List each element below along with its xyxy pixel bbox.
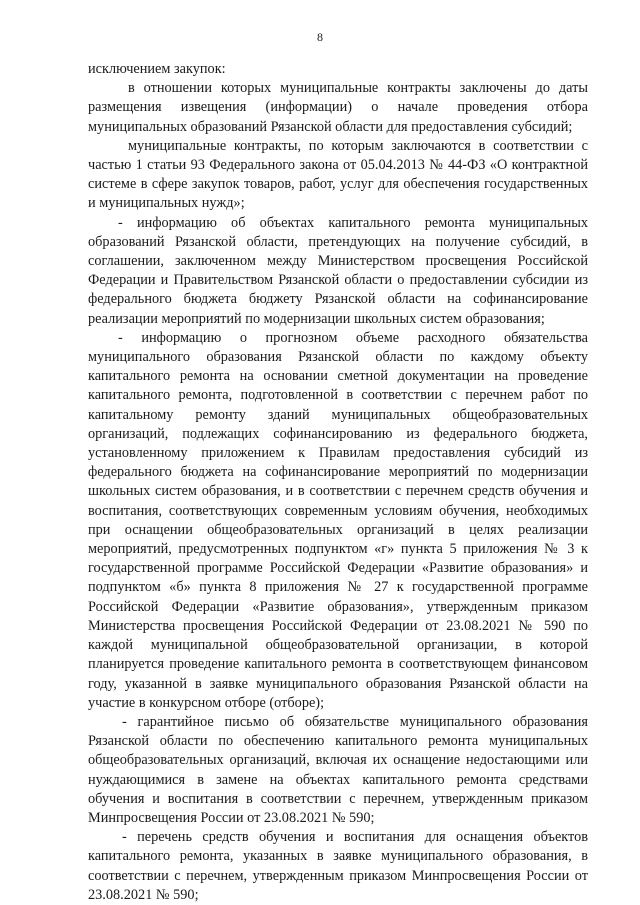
page-number: 8 [317,30,323,44]
list-item-info-objects: - информацию об объектах капитального ремонта муниципальных образований Рязанской области, претендующих на получение субсидий, в соглашении, заключенном между Министерством просвещения Российской Федерации и Правительством Рязанской области о предоставлении субсидии из федерального бюджета бюджету Рязанской области на софинансирование реализации мероприятий по модернизации школьных систем образования; [88,214,588,327]
paragraph-contracts-art93: муниципальные контракты, по которым заключаются в соответствии с частью 1 статьи 93 Федерального закона от 05.04.2013 № 44-ФЗ «О контрактной системе в сфере закупок товаров, работ, услуг для обеспечения государственных и муниципальных нужд»; [88,137,588,212]
paragraph-contracts-before-notice: в отношении которых муниципальные контракты заключены до даты размещения извещения (информации) о начале проведения отбора муниципальных образований Рязанской области для предоставления субсидий; [88,80,588,135]
list-item-equipment-list: - перечень средств обучения и воспитания для оснащения объектов капитального ремонта, указанных в заявке муниципального образования, в соответствии с перечнем, утвержденным приказом Минпросвещения России от 23.08.2021 № 590; [88,829,588,903]
document-body [88,60,588,905]
list-item-info-forecast-volume: - информацию о прогнозном объеме расходного обязательства муниципального образования Рязанской области по каждому объекту капитального ремонта на основании сметной документации на проведение капитального ремонта, подготовленной в соответствии с перечнем работ по капитальному ремонту зданий муниципальных общеобразовательных организаций, подлежащих софинансированию из федерального бюджета, установленному приложением к Правилам предоставления субсидий из федерального бюджета на софинансирование мероприятий по модернизации школьных систем образования, и в соответствии с перечнем средств обучения и воспитания, соответствующих современным условиям обучения, необходимых при оснащении общеобразовательных организаций в целях реализации мероприятий, предусмотренных подпунктом «г» пункта 5 приложения № 3 к государственной программе Российской Федерации «Развитие образования» и подпунктом «б» пункта 8 приложения № 27 к государственной программе Российской Федерации «Развитие образования», утвержденным приказом Министерства просвещения Российской Федерации от 23.08.2021 № 590 по каждой муниципальной общеобразовательной организации, в которой планируется проведение капитального ремонта в соответствующем финансовом году, указанной в заявке муниципального образования Рязанской области на участие в конкурсном отборе (отборе); [88,329,588,711]
list-item-guarantee-letter: - гарантийное письмо об обязательстве муниципального образования Рязанской области по обеспечению капитального ремонта муниципальных общеобразовательных организаций, включая их оснащение недостающими или нуждающимися в замене на объектах капитального ремонта средствами обучения и воспитания в соответствии с перечнем, утвержденным приказом Минпросвещения России от 23.08.2021 № 590; [88,713,588,826]
paragraph-continuation: исключением закупок: [88,61,226,77]
